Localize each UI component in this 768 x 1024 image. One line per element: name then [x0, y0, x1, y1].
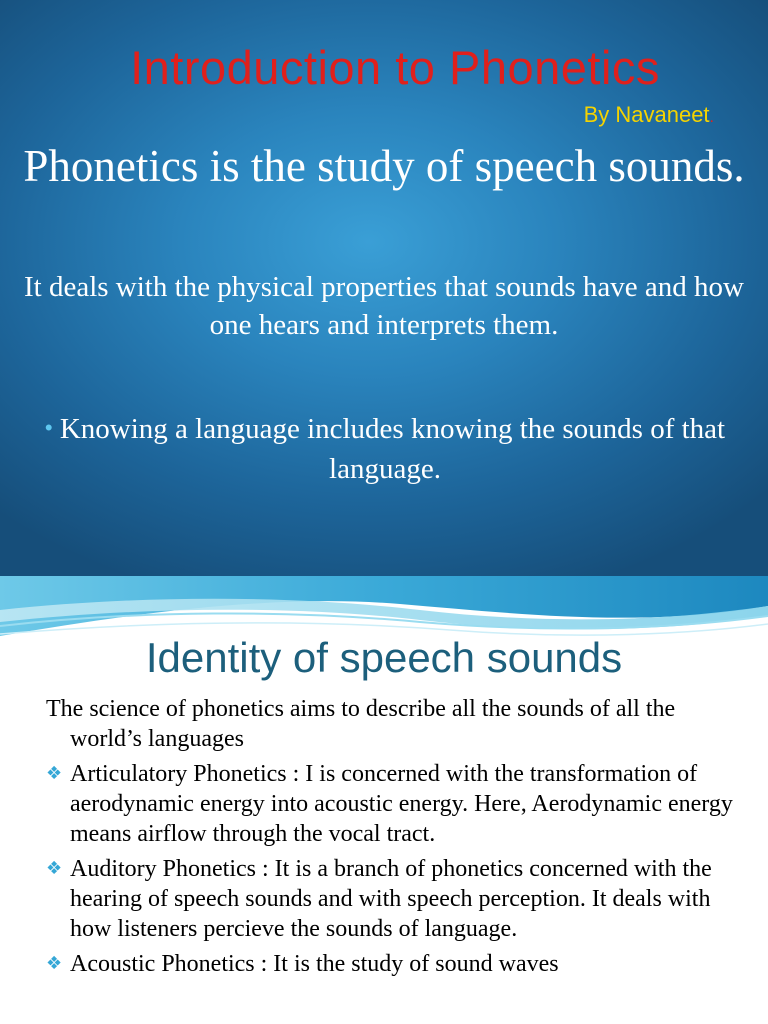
list-item: [46, 854, 736, 944]
list-item: [46, 759, 736, 849]
bullet-text: Knowing a language includes knowing the sounds of that language.: [59, 413, 726, 485]
slide-2-title: Identity of speech sounds: [145, 634, 623, 681]
byline-dot: .: [709, 109, 714, 126]
diamond-bullet-icon: ❖: [46, 953, 63, 974]
list-item-text: Auditory Phonetics : It is a branch of phonetics concerned with the hearing of speech sounds and with speech perception. It deals with how listeners percieve the sounds of language.: [70, 856, 712, 942]
list-item-text: Articulatory Phonetics : I is concerned with the transformation of aerodynamic energy into acoustic energy. Here, Aerodynamic energy means airflow through the vocal tract.: [70, 761, 733, 847]
description-text: It deals with the physical properties that sounds have and how one hears and interprets them.: [23, 271, 744, 341]
definition-text: Phonetics is the study of speech sounds.: [23, 141, 745, 191]
author-name: By Navaneet: [583, 102, 710, 127]
author-byline: [584, 102, 714, 128]
slide-2-body: [46, 694, 736, 984]
slide-1-title: Introduction to Phonetics: [130, 41, 660, 94]
list-item: [46, 949, 736, 979]
list-item-text: Acoustic Phonetics : It is the study of sound waves: [70, 951, 559, 977]
bullet-icon: •: [44, 415, 53, 440]
bullet-point: [40, 408, 730, 489]
diamond-bullet-icon: ❖: [46, 763, 63, 784]
slide-2: [0, 576, 768, 1024]
diamond-bullet-icon: ❖: [46, 858, 63, 879]
intro-paragraph: The science of phonetics aims to describe all the sounds of all the world’s languages: [46, 696, 676, 752]
